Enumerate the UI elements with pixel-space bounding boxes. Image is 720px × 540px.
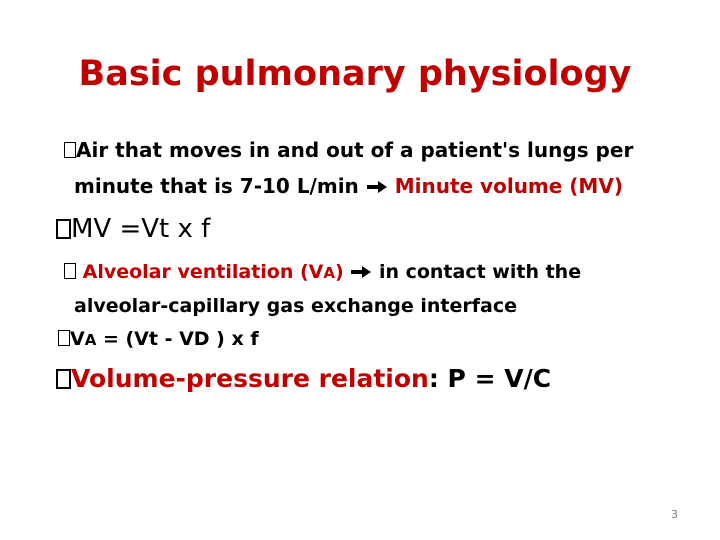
bullet-box-icon: [58, 330, 70, 346]
bullet-box-icon: [64, 142, 76, 158]
bullet-va-formula: [58, 328, 259, 350]
bullet-box-icon: [56, 219, 71, 239]
bullet-box-icon: [64, 263, 76, 279]
bullet-text: alveolar-capillary gas exchange interface: [74, 295, 518, 317]
bullet-alveolar-line2: [74, 295, 517, 317]
volume-pressure-term: Volume-pressure relation: [71, 364, 429, 393]
bullet-minute-volume-line2: [74, 174, 623, 198]
bullet-volume-pressure: [56, 364, 551, 393]
bullet-text: in contact with the: [378, 261, 582, 283]
bullet-mv-formula: [56, 214, 210, 244]
bullet-text: Air that moves in and out of a patient's lungs per: [76, 138, 634, 162]
alveolar-term-text: Alveolar ventilation (V: [82, 261, 324, 283]
alveolar-term: [83, 261, 344, 283]
va-subscript: A: [84, 331, 97, 349]
right-arrow-icon: [366, 180, 388, 194]
slide-title: Basic pulmonary physiology: [78, 54, 632, 94]
page-number: 3: [671, 508, 678, 521]
mv-formula-text: MV =Vt x f: [71, 214, 211, 244]
va-prefix: V: [70, 328, 85, 350]
volume-pressure-formula: : P = V/C: [428, 364, 552, 393]
alveolar-term-close: ): [335, 261, 344, 283]
bullet-minute-volume-line1: [64, 138, 633, 162]
bullet-alveolar-line1: [64, 261, 581, 283]
right-arrow-icon: [350, 265, 372, 279]
bullet-box-icon: [56, 369, 71, 389]
alveolar-subscript: A: [323, 264, 335, 282]
minute-volume-term: Minute volume (MV): [394, 174, 623, 198]
bullet-text: minute that is 7-10 L/min: [74, 174, 359, 198]
va-formula-rest: = (Vt - VD ) x f: [96, 328, 259, 350]
